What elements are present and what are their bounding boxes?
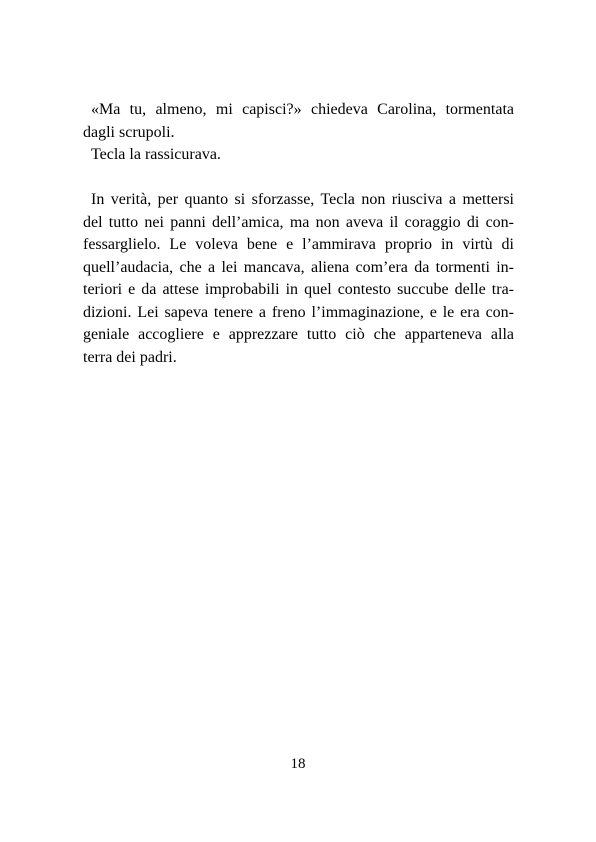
text-line: geniale accogliere e apprezzare tutto ciò che apparteneva alla (83, 326, 514, 343)
page-number: 18 (290, 756, 306, 772)
text-line: «Ma tu, almeno, mi capisci?» chiedeva Carolina, tormentata (91, 101, 514, 118)
paragraph-narrative (83, 189, 514, 369)
text-line: dizioni. Lei sapeva tenere a freno l’immaginazione, e le era con- (83, 303, 514, 321)
text-line: dagli scrupoli. (83, 123, 175, 141)
text-line: teriori e da attese improbabili in quel contesto succube delle tra- (83, 281, 514, 298)
paragraph-reassurance (83, 144, 514, 167)
text-line: quell’audacia, che a lei mancava, aliena com’era da tormenti in- (83, 258, 514, 276)
text-line: fessarglielo. Le voleva bene e l’ammirava proprio in virtù di (83, 236, 514, 253)
text-line: Tecla la rassicurava. (91, 146, 221, 163)
body-text (83, 99, 514, 369)
text-line: In verità, per quanto si sforzasse, Tecla non riusciva a mettersi (91, 191, 514, 208)
paragraph-gap (83, 167, 514, 190)
text-line: del tutto nei panni dell’amica, ma non aveva il coraggio di con- (83, 213, 514, 231)
paragraph-dialogue (83, 99, 514, 144)
text-line: terra dei padri. (83, 348, 177, 366)
